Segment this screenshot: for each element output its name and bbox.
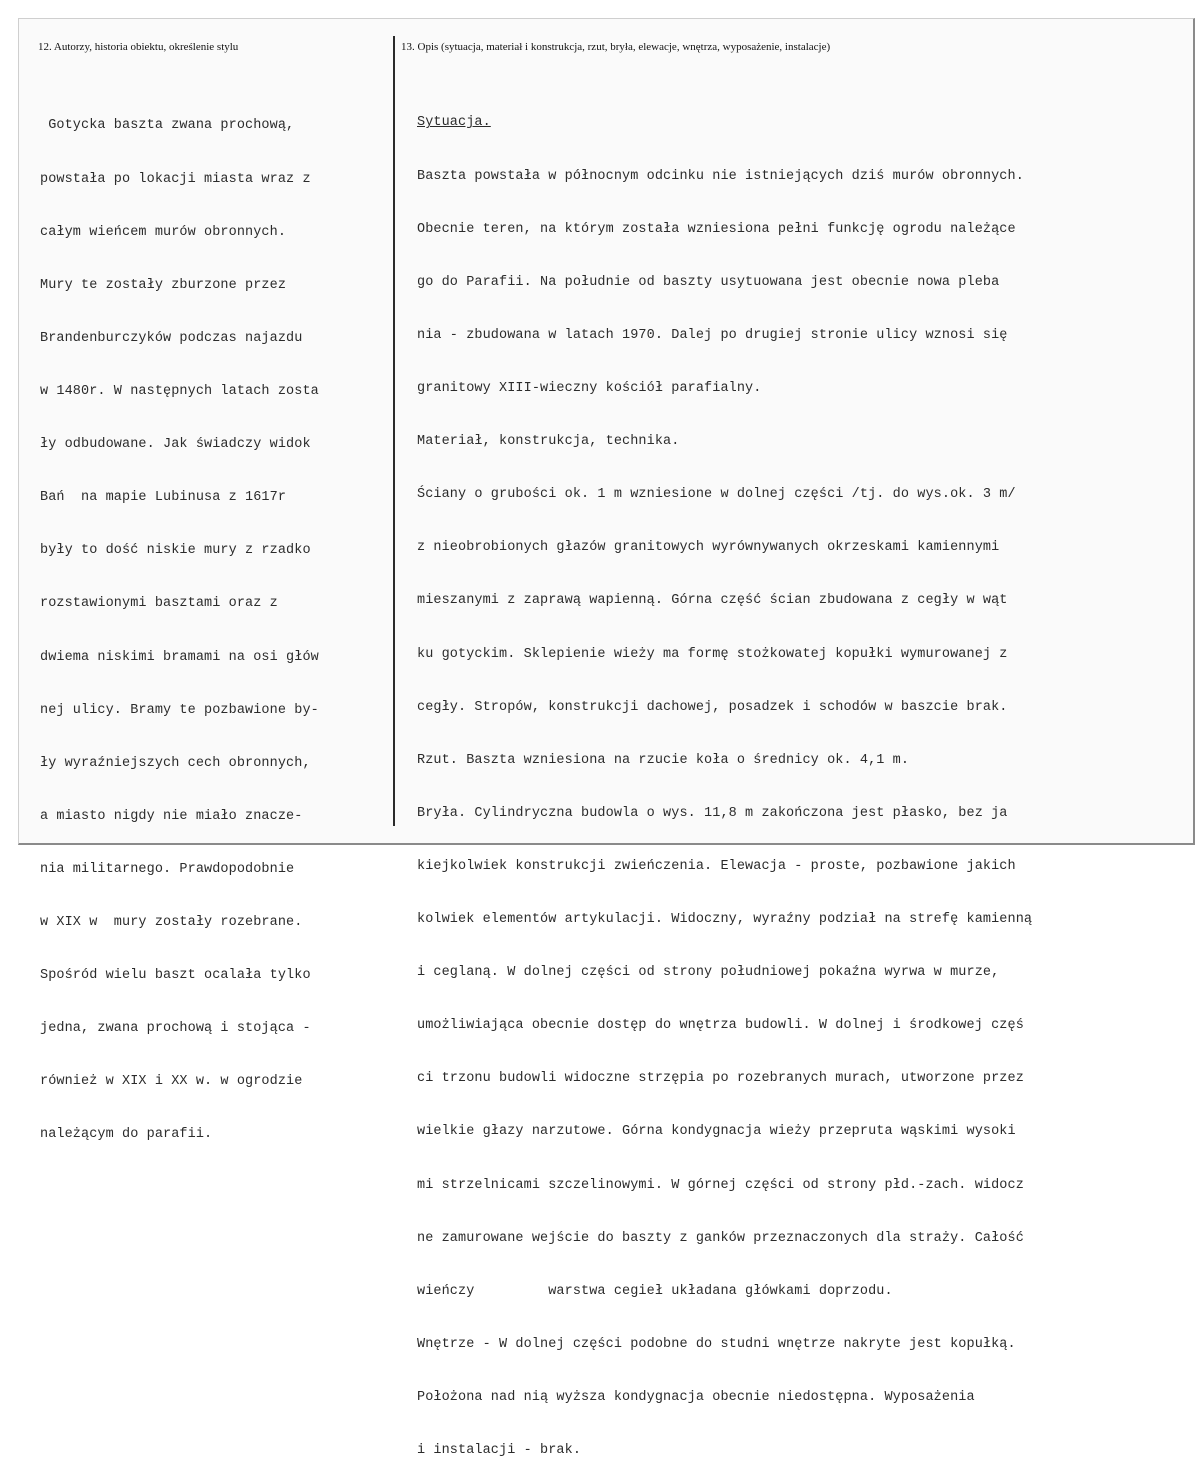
description-line: wielkie głazy narzutowe. Górna kondygnacja wieży przepruta wąskimi wysoki (417, 1124, 1016, 1140)
description-line: granitowy XIII-wieczny kościół parafialny. (417, 380, 762, 396)
description-line: ne zamurowane wejście do baszty z ganków przeznaczonych dla straży. Całość (417, 1230, 1024, 1246)
description-line: Obecnie teren, na którym została wzniesiona pełni funkcję ogrodu należące (417, 221, 1016, 237)
history-line: jedna, zwana prochową i stojąca - (40, 1021, 311, 1037)
history-line: powstała po lokacji miasta wraz z (40, 171, 311, 187)
description-line: i instalacji - brak. (417, 1443, 582, 1459)
history-line: były to dość niskie mury z rzadko (40, 543, 311, 559)
history-line: nia militarnego. Prawdopodobnie (40, 861, 295, 877)
description-line: ku gotyckim. Sklepienie wieży ma formę stożkowatej kopułki wymurowanej z (417, 646, 1008, 662)
history-line: nej ulicy. Bramy te pozbawione by- (40, 702, 319, 718)
history-line: Gotycka baszta zwana prochową, (40, 118, 295, 134)
description-line: Rzut. Baszta wzniesiona na rzucie koła o średnicy ok. 4,1 m. (417, 752, 910, 768)
history-line: dwiema niskimi bramami na osi głów (40, 649, 319, 665)
description-line: mieszanymi z zaprawą wapienną. Górna część ścian zbudowana z cegły w wąt (417, 593, 1008, 609)
history-line: ły odbudowane. Jak świadczy widok (40, 437, 311, 453)
description-line: Baszta powstała w północnym odcinku nie istniejących dziś murów obronnych. (417, 168, 1024, 184)
history-line: rozstawionymi basztami oraz z (40, 596, 278, 612)
section-12-header: 12. Autorzy, historia obiektu, określenie stylu (38, 41, 239, 53)
description-line: i ceglaną. W dolnej części od strony południowej pokaźna wyrwa w murze, (417, 965, 1000, 981)
column-divider (393, 36, 395, 826)
description-line: Materiał, konstrukcja, technika. (417, 434, 680, 450)
description-line: ci trzonu budowli widoczne strzępia po rozebranych murach, utworzone przez (417, 1071, 1024, 1087)
description-line: Wnętrze - W dolnej części podobne do studni wnętrze nakryte jest kopułką. (417, 1336, 1016, 1352)
description-line: mi strzelnicami szczelinowymi. W górnej części od strony płd.-zach. widocz (417, 1177, 1024, 1193)
history-line: należącym do parafii. (40, 1127, 213, 1143)
description-line: wieńczy warstwa cegieł układana główkami doprzodu. (417, 1283, 893, 1299)
history-line: Spośród wielu baszt ocalała tylko (40, 968, 311, 984)
history-line: Brandenburczyków podczas najazdu (40, 330, 303, 346)
description-line: Ściany o grubości ok. 1 m wzniesione w dolnej części /tj. do wys.ok. 3 m/ (417, 487, 1016, 503)
description-line: nia - zbudowana w latach 1970. Dalej po drugiej stronie ulicy wznosi się (417, 327, 1008, 343)
history-line: Mury te zostały zburzone przez (40, 277, 287, 293)
description-line: z nieobrobionych głazów granitowych wyrównywanych okrzeskami kamiennymi (417, 540, 1000, 556)
history-line: Bań na mapie Lubinusa z 1617r (40, 490, 287, 506)
description-line: umożliwiająca obecnie dostęp do wnętrza budowli. W dolnej i środkowej częś (417, 1018, 1024, 1034)
history-line: a miasto nigdy nie miało znacze- (40, 808, 303, 824)
history-line: również w XIX i XX w. w ogrodzie (40, 1074, 303, 1090)
history-line: ły wyraźniejszych cech obronnych, (40, 755, 311, 771)
description-line: Położona nad nią wyższa kondygnacja obecnie niedostępna. Wyposażenia (417, 1390, 975, 1406)
description-text (417, 79, 1032, 1478)
history-line: w XIX w mury zostały rozebrane. (40, 915, 303, 931)
description-line: kolwiek elementów artykulacji. Widoczny, wyraźny podział na strefę kamienną (417, 912, 1033, 928)
description-line: Sytuacja. (417, 115, 491, 131)
history-line: w 1480r. W następnych latach zosta (40, 383, 319, 399)
history-text (40, 82, 319, 1162)
description-line: go do Parafii. Na południe od baszty usytuowana jest obecnie nowa pleba (417, 274, 1000, 290)
description-line: kiejkolwiek konstrukcji zwieńczenia. Elewacja - proste, pozbawione jakich (417, 858, 1016, 874)
history-line: całym wieńcem murów obronnych. (40, 224, 287, 240)
description-line: Bryła. Cylindryczna budowla o wys. 11,8 m zakończona jest płasko, bez ja (417, 805, 1008, 821)
description-line: cegły. Stropów, konstrukcji dachowej, posadzek i schodów w baszcie brak. (417, 699, 1008, 715)
section-13-header: 13. Opis (sytuacja, materiał i konstrukcja, rzut, bryła, elewacje, wnętrza, wyposażenie, instalacje) (401, 41, 831, 53)
